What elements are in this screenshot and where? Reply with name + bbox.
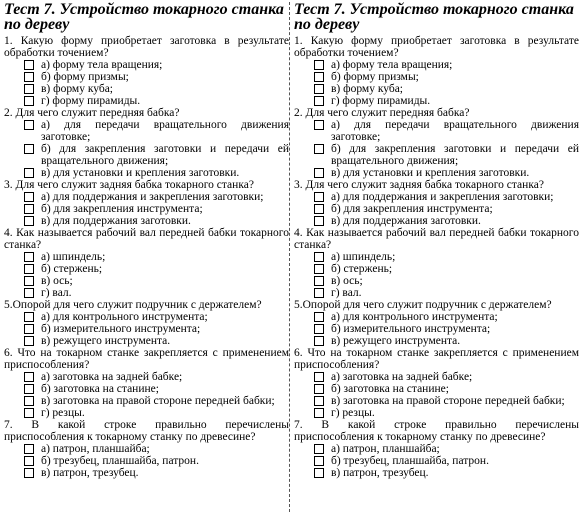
checkbox-icon[interactable]: [314, 276, 324, 286]
checkbox-icon[interactable]: [314, 288, 324, 298]
question-1: 1. Какую форму приобретает заготовка в результате обработки точением?: [4, 35, 289, 59]
answer-option[interactable]: г) вал.: [294, 287, 579, 299]
answer-option[interactable]: в) ось;: [4, 275, 289, 287]
answer-option[interactable]: б) форму призмы;: [4, 71, 289, 83]
answer-option[interactable]: а) патрон, планшайба;: [4, 443, 289, 455]
test-column-right: [294, 0, 579, 515]
checkbox-icon[interactable]: [24, 60, 34, 70]
checkbox-icon[interactable]: [24, 444, 34, 454]
question-5: 5.Опорой для чего служит подручник с держателем?: [4, 299, 262, 311]
answer-option[interactable]: г) форму пирамиды.: [4, 95, 289, 107]
answer-option[interactable]: г) вал.: [4, 287, 289, 299]
checkbox-icon[interactable]: [314, 252, 324, 262]
answer-option[interactable]: б) для закрепления заготовки и передачи ей вращательного движения;: [4, 143, 289, 167]
checkbox-icon[interactable]: [314, 408, 324, 418]
checkbox-icon[interactable]: [314, 456, 324, 466]
checkbox-icon[interactable]: [24, 120, 34, 130]
checkbox-icon[interactable]: [24, 264, 34, 274]
checkbox-icon[interactable]: [24, 468, 34, 478]
checkbox-icon[interactable]: [314, 204, 324, 214]
checkbox-icon[interactable]: [314, 384, 324, 394]
checkbox-icon[interactable]: [314, 60, 324, 70]
checkbox-icon[interactable]: [314, 468, 324, 478]
checkbox-icon[interactable]: [24, 144, 34, 154]
answer-option[interactable]: г) резцы.: [4, 407, 289, 419]
answer-option[interactable]: а) для поддержания и закрепления заготовки;: [294, 191, 579, 203]
answer-option[interactable]: б) для закрепления инструмента;: [4, 203, 289, 215]
question-5: 5.Опорой для чего служит подручник с держателем?: [294, 299, 552, 311]
checkbox-icon[interactable]: [24, 72, 34, 82]
answer-option[interactable]: в) режущего инструмента.: [294, 335, 579, 347]
checkbox-icon[interactable]: [24, 336, 34, 346]
answer-option[interactable]: в) заготовка на правой стороне передней бабки;: [294, 395, 579, 407]
answer-option[interactable]: г) резцы.: [294, 407, 579, 419]
answer-option[interactable]: в) для поддержания заготовки.: [294, 215, 579, 227]
checkbox-icon[interactable]: [314, 336, 324, 346]
answer-option[interactable]: в) для установки и крепления заготовки.: [294, 167, 579, 179]
question-7: 7. В какой строке правильно перечислены приспособления к токарному станку по древесине?: [4, 419, 289, 443]
checkbox-icon[interactable]: [24, 216, 34, 226]
answer-option[interactable]: б) стержень;: [294, 263, 579, 275]
question-2: 2. Для чего служит передняя бабка?: [294, 107, 470, 119]
answer-option[interactable]: б) форму призмы;: [294, 71, 579, 83]
answer-option[interactable]: а) для контрольного инструмента;: [294, 311, 579, 323]
checkbox-icon[interactable]: [314, 192, 324, 202]
answer-option[interactable]: а) форму тела вращения;: [4, 59, 289, 71]
checkbox-icon[interactable]: [314, 444, 324, 454]
question-4: 4. Как называется рабочий вал передней бабки токарного станка?: [4, 227, 289, 251]
question-2: 2. Для чего служит передняя бабка?: [4, 107, 180, 119]
answer-option[interactable]: а) шпиндель;: [4, 251, 289, 263]
answer-option[interactable]: а) шпиндель;: [294, 251, 579, 263]
answer-option[interactable]: в) для поддержания заготовки.: [4, 215, 289, 227]
answer-option[interactable]: в) форму куба;: [4, 83, 289, 95]
test-title: Тест 7. Устройство токарного станка по дереву: [4, 1, 284, 33]
checkbox-icon[interactable]: [314, 84, 324, 94]
answer-option[interactable]: в) заготовка на правой стороне передней бабки;: [4, 395, 289, 407]
answer-option[interactable]: б) стержень;: [4, 263, 289, 275]
question-1: 1. Какую форму приобретает заготовка в результате обработки точением?: [294, 35, 579, 59]
checkbox-icon[interactable]: [24, 372, 34, 382]
question-6: 6. Что на токарном станке закрепляется с применением приспособления?: [294, 347, 579, 371]
answer-option[interactable]: в) патрон, трезубец.: [4, 467, 289, 479]
answer-option[interactable]: б) заготовка на станине;: [294, 383, 579, 395]
checkbox-icon[interactable]: [314, 264, 324, 274]
answer-option[interactable]: г) форму пирамиды.: [294, 95, 579, 107]
checkbox-icon[interactable]: [24, 168, 34, 178]
checkbox-icon[interactable]: [24, 408, 34, 418]
answer-option[interactable]: а) для передачи вращательного движения заготовке;: [4, 119, 289, 143]
question-4: 4. Как называется рабочий вал передней бабки токарного станка?: [294, 227, 579, 251]
answer-option[interactable]: б) трезубец, планшайба, патрон.: [4, 455, 289, 467]
answer-option[interactable]: а) форму тела вращения;: [294, 59, 579, 71]
checkbox-icon[interactable]: [24, 324, 34, 334]
answer-option[interactable]: а) для передачи вращательного движения заготовке;: [294, 119, 579, 143]
answer-option[interactable]: б) для закрепления инструмента;: [294, 203, 579, 215]
question-6: 6. Что на токарном станке закрепляется с применением приспособления?: [4, 347, 289, 371]
answer-option[interactable]: а) для контрольного инструмента;: [4, 311, 289, 323]
checkbox-icon[interactable]: [314, 144, 324, 154]
checkbox-icon[interactable]: [314, 372, 324, 382]
answer-option[interactable]: а) для поддержания и закрепления заготовки;: [4, 191, 289, 203]
answer-option[interactable]: а) заготовка на задней бабке;: [4, 371, 289, 383]
checkbox-icon[interactable]: [24, 384, 34, 394]
question-3: 3. Для чего служит задняя бабка токарного станка?: [4, 179, 254, 191]
checkbox-icon[interactable]: [314, 72, 324, 82]
answer-option[interactable]: в) режущего инструмента.: [4, 335, 289, 347]
answer-option[interactable]: б) для закрепления заготовки и передачи ей вращательного движения;: [294, 143, 579, 167]
checkbox-icon[interactable]: [314, 312, 324, 322]
checkbox-icon[interactable]: [24, 192, 34, 202]
answer-option[interactable]: в) для установки и крепления заготовки.: [4, 167, 289, 179]
question-7: 7. В какой строке правильно перечислены приспособления к токарному станку по древесине?: [294, 419, 579, 443]
answer-option[interactable]: в) ось;: [294, 275, 579, 287]
checkbox-icon[interactable]: [24, 288, 34, 298]
checkbox-icon[interactable]: [24, 204, 34, 214]
test-title: Тест 7. Устройство токарного станка по дереву: [294, 1, 574, 33]
checkbox-icon[interactable]: [314, 120, 324, 130]
checkbox-icon[interactable]: [314, 216, 324, 226]
test-column-left: [4, 0, 289, 515]
checkbox-icon[interactable]: [24, 252, 34, 262]
answer-option[interactable]: б) заготовка на станине;: [4, 383, 289, 395]
checkbox-icon[interactable]: [24, 84, 34, 94]
checkbox-icon[interactable]: [314, 96, 324, 106]
question-3: 3. Для чего служит задняя бабка токарного станка?: [294, 179, 544, 191]
answer-option[interactable]: а) патрон, планшайба;: [294, 443, 579, 455]
checkbox-icon[interactable]: [314, 324, 324, 334]
checkbox-icon[interactable]: [24, 312, 34, 322]
checkbox-icon[interactable]: [24, 276, 34, 286]
answer-option[interactable]: б) трезубец, планшайба, патрон.: [294, 455, 579, 467]
answer-option[interactable]: в) форму куба;: [294, 83, 579, 95]
answer-option[interactable]: а) заготовка на задней бабке;: [294, 371, 579, 383]
answer-option[interactable]: б) измерительного инструмента;: [294, 323, 579, 335]
checkbox-icon[interactable]: [24, 396, 34, 406]
answer-option[interactable]: б) измерительного инструмента;: [4, 323, 289, 335]
column-divider: [289, 2, 290, 512]
checkbox-icon[interactable]: [24, 96, 34, 106]
answer-option[interactable]: в) патрон, трезубец.: [294, 467, 579, 479]
checkbox-icon[interactable]: [314, 168, 324, 178]
checkbox-icon[interactable]: [24, 456, 34, 466]
checkbox-icon[interactable]: [314, 396, 324, 406]
